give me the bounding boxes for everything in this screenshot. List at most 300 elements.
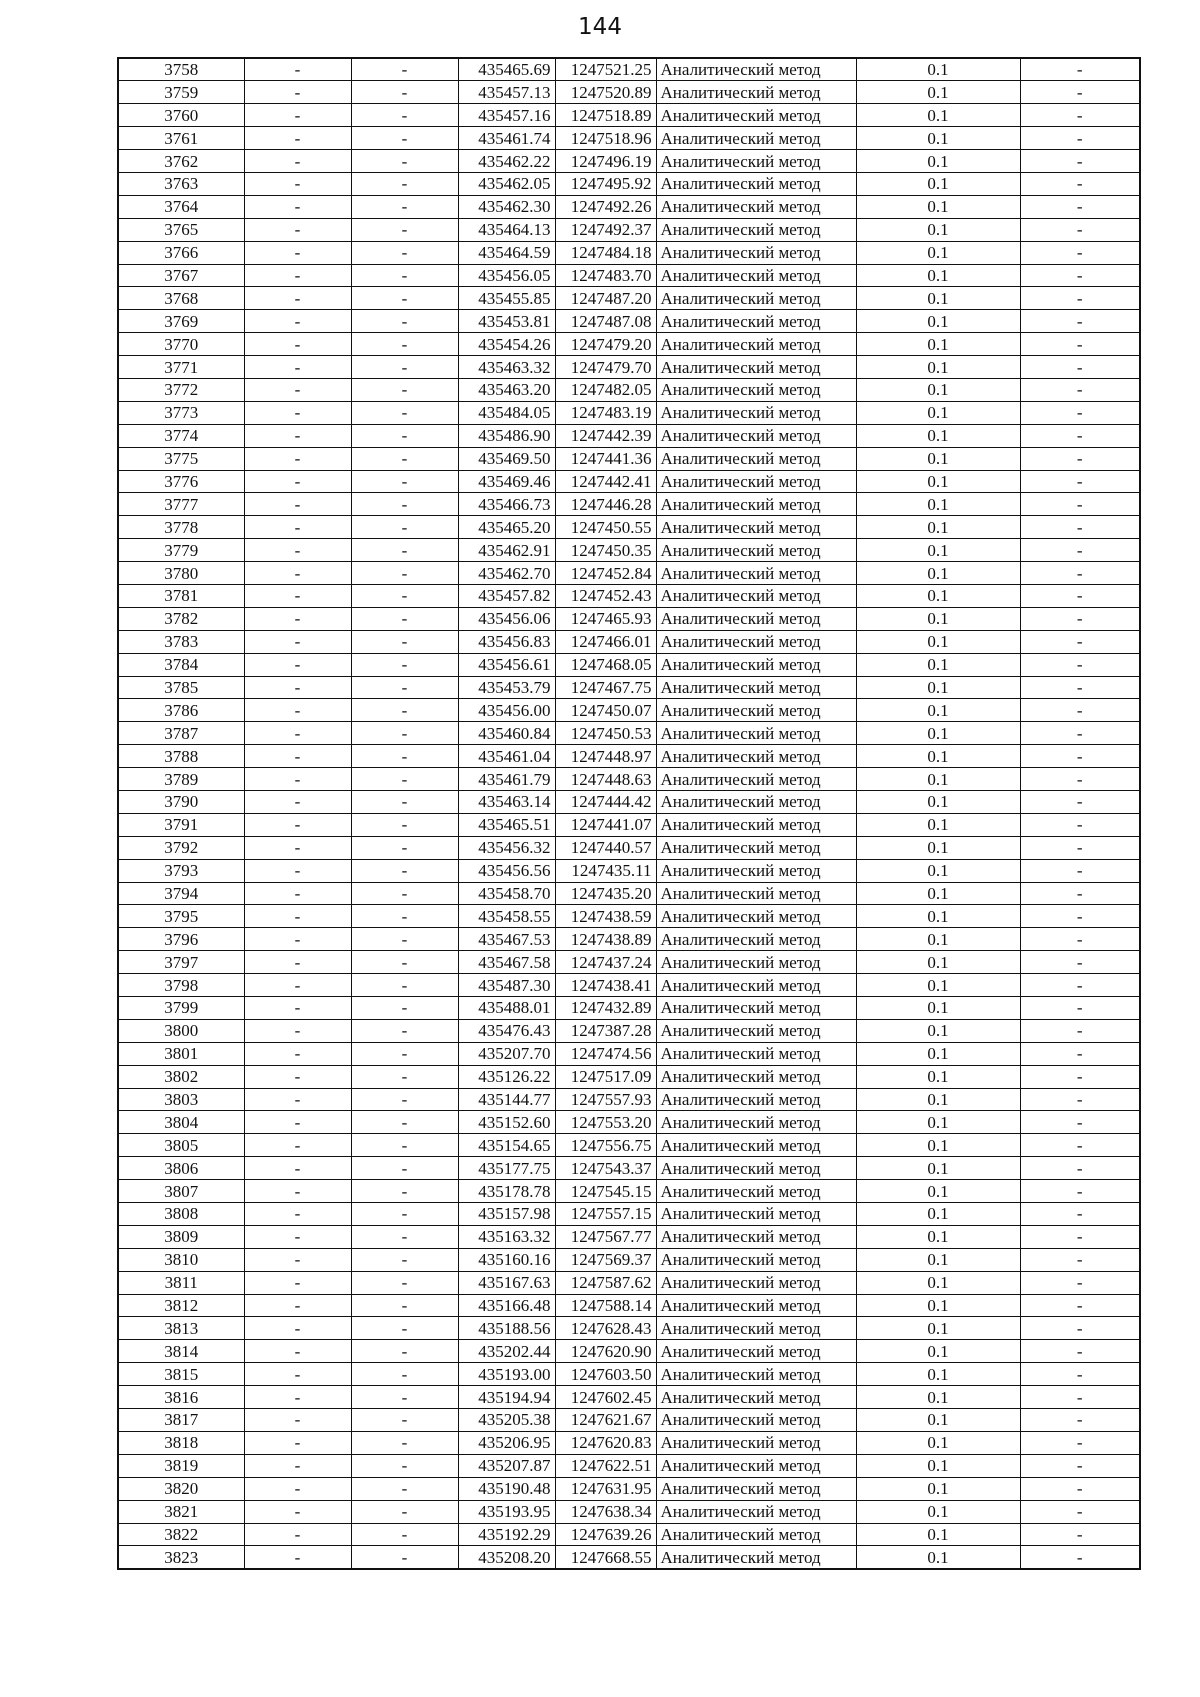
x-coordinate-cell: 435454.26 bbox=[458, 333, 555, 356]
y-coordinate-cell: 1247543.37 bbox=[555, 1157, 656, 1180]
point-number-cell: 3792 bbox=[118, 836, 244, 859]
table-row bbox=[118, 1500, 1140, 1523]
y-coordinate-cell: 1247446.28 bbox=[555, 493, 656, 516]
method-cell: Аналитический метод bbox=[656, 745, 856, 768]
y-coordinate-cell: 1247448.97 bbox=[555, 745, 656, 768]
y-coordinate-cell: 1247521.25 bbox=[555, 58, 656, 81]
precision-cell: 0.1 bbox=[856, 516, 1020, 539]
empty-value-cell: - bbox=[1020, 401, 1140, 424]
y-coordinate-cell: 1247492.26 bbox=[555, 195, 656, 218]
empty-value-cell: - bbox=[1020, 1042, 1140, 1065]
point-number-cell: 3796 bbox=[118, 928, 244, 951]
y-coordinate-cell: 1247432.89 bbox=[555, 997, 656, 1020]
empty-value-cell: - bbox=[244, 104, 351, 127]
empty-value-cell: - bbox=[244, 722, 351, 745]
table-row bbox=[118, 333, 1140, 356]
point-number-cell: 3774 bbox=[118, 424, 244, 447]
empty-value-cell: - bbox=[1020, 562, 1140, 585]
method-cell: Аналитический метод bbox=[656, 81, 856, 104]
method-cell: Аналитический метод bbox=[656, 1340, 856, 1363]
table-row bbox=[118, 1203, 1140, 1226]
y-coordinate-cell: 1247438.41 bbox=[555, 974, 656, 997]
empty-value-cell: - bbox=[351, 607, 458, 630]
empty-value-cell: - bbox=[244, 1523, 351, 1546]
empty-value-cell: - bbox=[244, 1019, 351, 1042]
empty-value-cell: - bbox=[1020, 997, 1140, 1020]
empty-value-cell: - bbox=[351, 539, 458, 562]
empty-value-cell: - bbox=[244, 195, 351, 218]
precision-cell: 0.1 bbox=[856, 1500, 1020, 1523]
y-coordinate-cell: 1247553.20 bbox=[555, 1111, 656, 1134]
empty-value-cell: - bbox=[244, 1180, 351, 1203]
table-row bbox=[118, 424, 1140, 447]
empty-value-cell: - bbox=[351, 584, 458, 607]
empty-value-cell: - bbox=[244, 241, 351, 264]
empty-value-cell: - bbox=[351, 1225, 458, 1248]
empty-value-cell: - bbox=[1020, 58, 1140, 81]
empty-value-cell: - bbox=[1020, 951, 1140, 974]
precision-cell: 0.1 bbox=[856, 264, 1020, 287]
empty-value-cell: - bbox=[244, 1431, 351, 1454]
method-cell: Аналитический метод bbox=[656, 539, 856, 562]
precision-cell: 0.1 bbox=[856, 1363, 1020, 1386]
empty-value-cell: - bbox=[244, 630, 351, 653]
method-cell: Аналитический метод bbox=[656, 584, 856, 607]
x-coordinate-cell: 435193.95 bbox=[458, 1500, 555, 1523]
empty-value-cell: - bbox=[351, 1363, 458, 1386]
empty-value-cell: - bbox=[1020, 1546, 1140, 1569]
x-coordinate-cell: 435178.78 bbox=[458, 1180, 555, 1203]
empty-value-cell: - bbox=[1020, 470, 1140, 493]
x-coordinate-cell: 435487.30 bbox=[458, 974, 555, 997]
y-coordinate-cell: 1247602.45 bbox=[555, 1386, 656, 1409]
empty-value-cell: - bbox=[1020, 745, 1140, 768]
empty-value-cell: - bbox=[1020, 1477, 1140, 1500]
empty-value-cell: - bbox=[1020, 1248, 1140, 1271]
table-row bbox=[118, 539, 1140, 562]
precision-cell: 0.1 bbox=[856, 997, 1020, 1020]
empty-value-cell: - bbox=[351, 1317, 458, 1340]
x-coordinate-cell: 435194.94 bbox=[458, 1386, 555, 1409]
point-number-cell: 3815 bbox=[118, 1363, 244, 1386]
empty-value-cell: - bbox=[1020, 859, 1140, 882]
point-number-cell: 3770 bbox=[118, 333, 244, 356]
empty-value-cell: - bbox=[351, 1203, 458, 1226]
y-coordinate-cell: 1247569.37 bbox=[555, 1248, 656, 1271]
empty-value-cell: - bbox=[351, 1454, 458, 1477]
table-row bbox=[118, 150, 1140, 173]
point-number-cell: 3767 bbox=[118, 264, 244, 287]
table-row bbox=[118, 1180, 1140, 1203]
point-number-cell: 3760 bbox=[118, 104, 244, 127]
x-coordinate-cell: 435207.87 bbox=[458, 1454, 555, 1477]
precision-cell: 0.1 bbox=[856, 1477, 1020, 1500]
y-coordinate-cell: 1247545.15 bbox=[555, 1180, 656, 1203]
empty-value-cell: - bbox=[1020, 195, 1140, 218]
method-cell: Аналитический метод bbox=[656, 58, 856, 81]
empty-value-cell: - bbox=[244, 1386, 351, 1409]
point-number-cell: 3768 bbox=[118, 287, 244, 310]
method-cell: Аналитический метод bbox=[656, 1409, 856, 1432]
table-row bbox=[118, 516, 1140, 539]
x-coordinate-cell: 435461.04 bbox=[458, 745, 555, 768]
empty-value-cell: - bbox=[1020, 1180, 1140, 1203]
precision-cell: 0.1 bbox=[856, 104, 1020, 127]
table-row bbox=[118, 493, 1140, 516]
precision-cell: 0.1 bbox=[856, 378, 1020, 401]
point-number-cell: 3812 bbox=[118, 1294, 244, 1317]
method-cell: Аналитический метод bbox=[656, 791, 856, 814]
x-coordinate-cell: 435457.16 bbox=[458, 104, 555, 127]
precision-cell: 0.1 bbox=[856, 1546, 1020, 1569]
x-coordinate-cell: 435460.84 bbox=[458, 722, 555, 745]
precision-cell: 0.1 bbox=[856, 470, 1020, 493]
x-coordinate-cell: 435154.65 bbox=[458, 1134, 555, 1157]
empty-value-cell: - bbox=[244, 150, 351, 173]
table-row bbox=[118, 791, 1140, 814]
table-row bbox=[118, 1088, 1140, 1111]
empty-value-cell: - bbox=[351, 1180, 458, 1203]
point-number-cell: 3821 bbox=[118, 1500, 244, 1523]
point-number-cell: 3773 bbox=[118, 401, 244, 424]
empty-value-cell: - bbox=[351, 241, 458, 264]
empty-value-cell: - bbox=[244, 378, 351, 401]
x-coordinate-cell: 435458.70 bbox=[458, 882, 555, 905]
empty-value-cell: - bbox=[244, 516, 351, 539]
point-number-cell: 3804 bbox=[118, 1111, 244, 1134]
empty-value-cell: - bbox=[1020, 768, 1140, 791]
table-row bbox=[118, 653, 1140, 676]
precision-cell: 0.1 bbox=[856, 1180, 1020, 1203]
empty-value-cell: - bbox=[351, 630, 458, 653]
precision-cell: 0.1 bbox=[856, 1019, 1020, 1042]
empty-value-cell: - bbox=[351, 378, 458, 401]
empty-value-cell: - bbox=[1020, 791, 1140, 814]
precision-cell: 0.1 bbox=[856, 401, 1020, 424]
empty-value-cell: - bbox=[351, 722, 458, 745]
empty-value-cell: - bbox=[1020, 1454, 1140, 1477]
method-cell: Аналитический метод bbox=[656, 1431, 856, 1454]
method-cell: Аналитический метод bbox=[656, 1088, 856, 1111]
empty-value-cell: - bbox=[244, 1340, 351, 1363]
x-coordinate-cell: 435166.48 bbox=[458, 1294, 555, 1317]
precision-cell: 0.1 bbox=[856, 653, 1020, 676]
method-cell: Аналитический метод bbox=[656, 401, 856, 424]
y-coordinate-cell: 1247520.89 bbox=[555, 81, 656, 104]
y-coordinate-cell: 1247466.01 bbox=[555, 630, 656, 653]
table-row bbox=[118, 1065, 1140, 1088]
x-coordinate-cell: 435466.73 bbox=[458, 493, 555, 516]
method-cell: Аналитический метод bbox=[656, 424, 856, 447]
y-coordinate-cell: 1247556.75 bbox=[555, 1134, 656, 1157]
empty-value-cell: - bbox=[351, 1409, 458, 1432]
x-coordinate-cell: 435469.46 bbox=[458, 470, 555, 493]
empty-value-cell: - bbox=[1020, 1088, 1140, 1111]
precision-cell: 0.1 bbox=[856, 172, 1020, 195]
precision-cell: 0.1 bbox=[856, 195, 1020, 218]
method-cell: Аналитический метод bbox=[656, 813, 856, 836]
y-coordinate-cell: 1247588.14 bbox=[555, 1294, 656, 1317]
empty-value-cell: - bbox=[351, 447, 458, 470]
point-number-cell: 3790 bbox=[118, 791, 244, 814]
empty-value-cell: - bbox=[1020, 1500, 1140, 1523]
precision-cell: 0.1 bbox=[856, 127, 1020, 150]
empty-value-cell: - bbox=[244, 58, 351, 81]
precision-cell: 0.1 bbox=[856, 1294, 1020, 1317]
empty-value-cell: - bbox=[1020, 1317, 1140, 1340]
y-coordinate-cell: 1247482.05 bbox=[555, 378, 656, 401]
precision-cell: 0.1 bbox=[856, 836, 1020, 859]
method-cell: Аналитический метод bbox=[656, 493, 856, 516]
point-number-cell: 3791 bbox=[118, 813, 244, 836]
method-cell: Аналитический метод bbox=[656, 378, 856, 401]
method-cell: Аналитический метод bbox=[656, 1042, 856, 1065]
y-coordinate-cell: 1247479.70 bbox=[555, 356, 656, 379]
empty-value-cell: - bbox=[1020, 1271, 1140, 1294]
empty-value-cell: - bbox=[244, 218, 351, 241]
precision-cell: 0.1 bbox=[856, 1340, 1020, 1363]
empty-value-cell: - bbox=[244, 333, 351, 356]
table-row bbox=[118, 813, 1140, 836]
method-cell: Аналитический метод bbox=[656, 1225, 856, 1248]
method-cell: Аналитический метод bbox=[656, 356, 856, 379]
method-cell: Аналитический метод bbox=[656, 516, 856, 539]
table-row bbox=[118, 1248, 1140, 1271]
point-number-cell: 3784 bbox=[118, 653, 244, 676]
y-coordinate-cell: 1247638.34 bbox=[555, 1500, 656, 1523]
precision-cell: 0.1 bbox=[856, 768, 1020, 791]
table-row bbox=[118, 1477, 1140, 1500]
point-number-cell: 3765 bbox=[118, 218, 244, 241]
x-coordinate-cell: 435453.81 bbox=[458, 310, 555, 333]
empty-value-cell: - bbox=[1020, 310, 1140, 333]
point-number-cell: 3793 bbox=[118, 859, 244, 882]
empty-value-cell: - bbox=[351, 882, 458, 905]
empty-value-cell: - bbox=[1020, 539, 1140, 562]
method-cell: Аналитический метод bbox=[656, 1523, 856, 1546]
table-row bbox=[118, 1111, 1140, 1134]
table-row bbox=[118, 699, 1140, 722]
point-number-cell: 3794 bbox=[118, 882, 244, 905]
point-number-cell: 3772 bbox=[118, 378, 244, 401]
empty-value-cell: - bbox=[1020, 974, 1140, 997]
empty-value-cell: - bbox=[244, 1409, 351, 1432]
coordinates-table-body bbox=[118, 58, 1140, 1569]
empty-value-cell: - bbox=[244, 859, 351, 882]
empty-value-cell: - bbox=[244, 562, 351, 585]
precision-cell: 0.1 bbox=[856, 882, 1020, 905]
empty-value-cell: - bbox=[351, 218, 458, 241]
precision-cell: 0.1 bbox=[856, 1203, 1020, 1226]
x-coordinate-cell: 435152.60 bbox=[458, 1111, 555, 1134]
empty-value-cell: - bbox=[1020, 653, 1140, 676]
method-cell: Аналитический метод bbox=[656, 997, 856, 1020]
y-coordinate-cell: 1247435.20 bbox=[555, 882, 656, 905]
precision-cell: 0.1 bbox=[856, 150, 1020, 173]
point-number-cell: 3814 bbox=[118, 1340, 244, 1363]
method-cell: Аналитический метод bbox=[656, 310, 856, 333]
empty-value-cell: - bbox=[244, 1477, 351, 1500]
method-cell: Аналитический метод bbox=[656, 1180, 856, 1203]
method-cell: Аналитический метод bbox=[656, 1477, 856, 1500]
table-row bbox=[118, 1523, 1140, 1546]
empty-value-cell: - bbox=[351, 1088, 458, 1111]
empty-value-cell: - bbox=[244, 928, 351, 951]
empty-value-cell: - bbox=[351, 1340, 458, 1363]
y-coordinate-cell: 1247668.55 bbox=[555, 1546, 656, 1569]
x-coordinate-cell: 435463.14 bbox=[458, 791, 555, 814]
empty-value-cell: - bbox=[351, 1431, 458, 1454]
x-coordinate-cell: 435190.48 bbox=[458, 1477, 555, 1500]
precision-cell: 0.1 bbox=[856, 1134, 1020, 1157]
point-number-cell: 3779 bbox=[118, 539, 244, 562]
table-row bbox=[118, 859, 1140, 882]
point-number-cell: 3764 bbox=[118, 195, 244, 218]
y-coordinate-cell: 1247483.70 bbox=[555, 264, 656, 287]
y-coordinate-cell: 1247465.93 bbox=[555, 607, 656, 630]
y-coordinate-cell: 1247387.28 bbox=[555, 1019, 656, 1042]
point-number-cell: 3789 bbox=[118, 768, 244, 791]
precision-cell: 0.1 bbox=[856, 539, 1020, 562]
empty-value-cell: - bbox=[244, 974, 351, 997]
x-coordinate-cell: 435467.58 bbox=[458, 951, 555, 974]
point-number-cell: 3810 bbox=[118, 1248, 244, 1271]
empty-value-cell: - bbox=[244, 1042, 351, 1065]
empty-value-cell: - bbox=[351, 1042, 458, 1065]
empty-value-cell: - bbox=[1020, 1363, 1140, 1386]
empty-value-cell: - bbox=[244, 264, 351, 287]
point-number-cell: 3816 bbox=[118, 1386, 244, 1409]
table-row bbox=[118, 241, 1140, 264]
method-cell: Аналитический метод bbox=[656, 470, 856, 493]
empty-value-cell: - bbox=[1020, 676, 1140, 699]
precision-cell: 0.1 bbox=[856, 58, 1020, 81]
precision-cell: 0.1 bbox=[856, 791, 1020, 814]
point-number-cell: 3819 bbox=[118, 1454, 244, 1477]
empty-value-cell: - bbox=[351, 1134, 458, 1157]
point-number-cell: 3811 bbox=[118, 1271, 244, 1294]
y-coordinate-cell: 1247450.35 bbox=[555, 539, 656, 562]
table-row bbox=[118, 1340, 1140, 1363]
empty-value-cell: - bbox=[244, 653, 351, 676]
precision-cell: 0.1 bbox=[856, 859, 1020, 882]
empty-value-cell: - bbox=[351, 1477, 458, 1500]
empty-value-cell: - bbox=[1020, 1065, 1140, 1088]
method-cell: Аналитический метод bbox=[656, 859, 856, 882]
table-row bbox=[118, 127, 1140, 150]
method-cell: Аналитический метод bbox=[656, 195, 856, 218]
x-coordinate-cell: 435205.38 bbox=[458, 1409, 555, 1432]
x-coordinate-cell: 435157.98 bbox=[458, 1203, 555, 1226]
x-coordinate-cell: 435476.43 bbox=[458, 1019, 555, 1042]
empty-value-cell: - bbox=[351, 1523, 458, 1546]
empty-value-cell: - bbox=[351, 951, 458, 974]
y-coordinate-cell: 1247517.09 bbox=[555, 1065, 656, 1088]
empty-value-cell: - bbox=[1020, 905, 1140, 928]
x-coordinate-cell: 435126.22 bbox=[458, 1065, 555, 1088]
empty-value-cell: - bbox=[244, 813, 351, 836]
method-cell: Аналитический метод bbox=[656, 562, 856, 585]
table-row bbox=[118, 1134, 1140, 1157]
empty-value-cell: - bbox=[351, 424, 458, 447]
empty-value-cell: - bbox=[1020, 1340, 1140, 1363]
point-number-cell: 3809 bbox=[118, 1225, 244, 1248]
empty-value-cell: - bbox=[351, 1271, 458, 1294]
table-row bbox=[118, 745, 1140, 768]
empty-value-cell: - bbox=[1020, 882, 1140, 905]
method-cell: Аналитический метод bbox=[656, 1317, 856, 1340]
x-coordinate-cell: 435461.79 bbox=[458, 768, 555, 791]
x-coordinate-cell: 435207.70 bbox=[458, 1042, 555, 1065]
y-coordinate-cell: 1247628.43 bbox=[555, 1317, 656, 1340]
table-row bbox=[118, 630, 1140, 653]
x-coordinate-cell: 435456.05 bbox=[458, 264, 555, 287]
x-coordinate-cell: 435465.20 bbox=[458, 516, 555, 539]
table-row bbox=[118, 1042, 1140, 1065]
empty-value-cell: - bbox=[351, 653, 458, 676]
precision-cell: 0.1 bbox=[856, 813, 1020, 836]
precision-cell: 0.1 bbox=[856, 722, 1020, 745]
empty-value-cell: - bbox=[1020, 424, 1140, 447]
method-cell: Аналитический метод bbox=[656, 447, 856, 470]
table-row bbox=[118, 1386, 1140, 1409]
y-coordinate-cell: 1247631.95 bbox=[555, 1477, 656, 1500]
empty-value-cell: - bbox=[351, 333, 458, 356]
precision-cell: 0.1 bbox=[856, 1225, 1020, 1248]
empty-value-cell: - bbox=[244, 607, 351, 630]
empty-value-cell: - bbox=[351, 1294, 458, 1317]
point-number-cell: 3777 bbox=[118, 493, 244, 516]
table-row bbox=[118, 310, 1140, 333]
method-cell: Аналитический метод bbox=[656, 1111, 856, 1134]
x-coordinate-cell: 435469.50 bbox=[458, 447, 555, 470]
precision-cell: 0.1 bbox=[856, 1386, 1020, 1409]
y-coordinate-cell: 1247587.62 bbox=[555, 1271, 656, 1294]
table-row bbox=[118, 997, 1140, 1020]
empty-value-cell: - bbox=[244, 1317, 351, 1340]
y-coordinate-cell: 1247479.20 bbox=[555, 333, 656, 356]
empty-value-cell: - bbox=[351, 1111, 458, 1134]
empty-value-cell: - bbox=[351, 470, 458, 493]
empty-value-cell: - bbox=[351, 768, 458, 791]
page-number: 144 bbox=[578, 14, 622, 40]
y-coordinate-cell: 1247437.24 bbox=[555, 951, 656, 974]
empty-value-cell: - bbox=[1020, 172, 1140, 195]
precision-cell: 0.1 bbox=[856, 424, 1020, 447]
empty-value-cell: - bbox=[244, 172, 351, 195]
precision-cell: 0.1 bbox=[856, 447, 1020, 470]
y-coordinate-cell: 1247435.11 bbox=[555, 859, 656, 882]
empty-value-cell: - bbox=[244, 1065, 351, 1088]
empty-value-cell: - bbox=[244, 676, 351, 699]
point-number-cell: 3766 bbox=[118, 241, 244, 264]
x-coordinate-cell: 435462.70 bbox=[458, 562, 555, 585]
x-coordinate-cell: 435464.13 bbox=[458, 218, 555, 241]
empty-value-cell: - bbox=[244, 1225, 351, 1248]
precision-cell: 0.1 bbox=[856, 1065, 1020, 1088]
x-coordinate-cell: 435456.83 bbox=[458, 630, 555, 653]
empty-value-cell: - bbox=[244, 882, 351, 905]
precision-cell: 0.1 bbox=[856, 905, 1020, 928]
table-row bbox=[118, 974, 1140, 997]
y-coordinate-cell: 1247620.83 bbox=[555, 1431, 656, 1454]
method-cell: Аналитический метод bbox=[656, 951, 856, 974]
precision-cell: 0.1 bbox=[856, 1454, 1020, 1477]
table-row bbox=[118, 172, 1140, 195]
precision-cell: 0.1 bbox=[856, 974, 1020, 997]
method-cell: Аналитический метод bbox=[656, 607, 856, 630]
y-coordinate-cell: 1247438.59 bbox=[555, 905, 656, 928]
